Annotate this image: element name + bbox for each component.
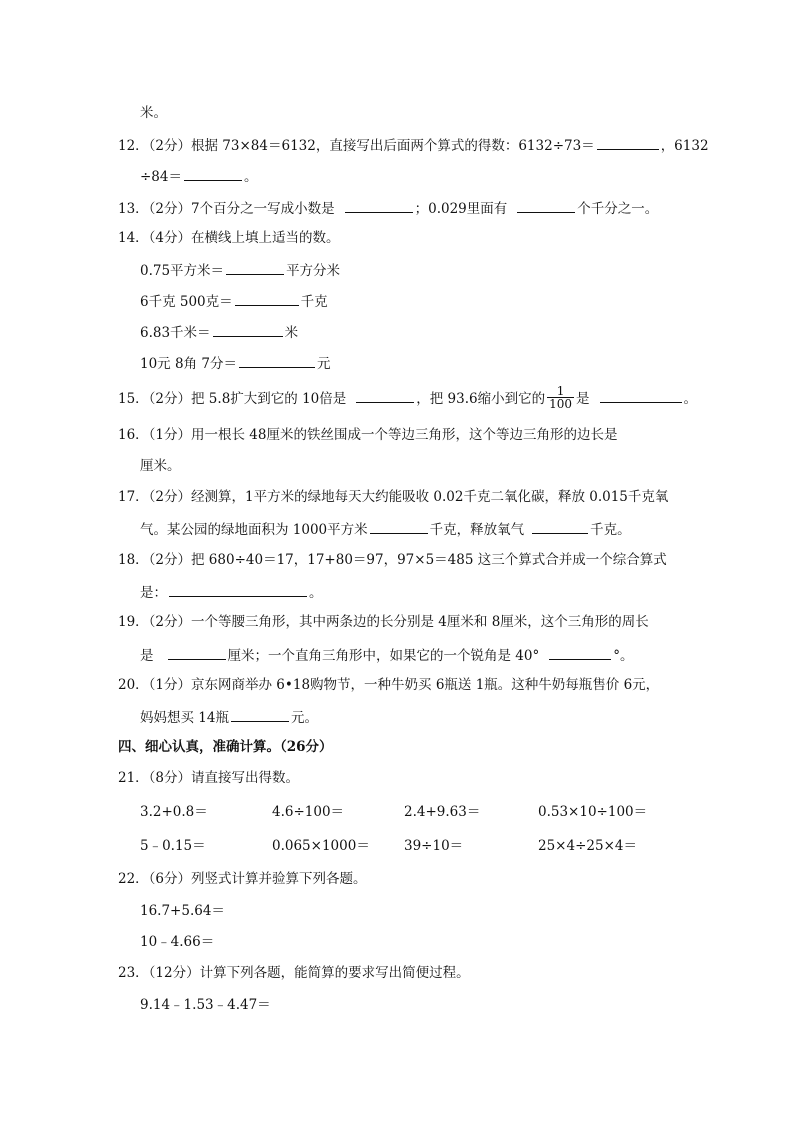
- question-23-item-1: 9.14﹣1.53﹣4.47＝: [140, 997, 271, 1013]
- answer-blank[interactable]: [239, 353, 315, 368]
- question-22: 22．（6分）列竖式计算并验算下列各题。: [118, 871, 367, 887]
- calc-item: 3.2+0.8＝: [140, 804, 208, 820]
- question-21: 21．（8分）请直接写出得数。: [118, 770, 300, 786]
- question-22-item-1: 16.7+5.64＝: [140, 903, 225, 919]
- calc-item: 4.6÷100＝: [272, 804, 345, 820]
- question-12-line-2: ÷84＝ 。: [140, 166, 258, 186]
- question-20-line-1: 20．（1分）京东网商举办 6•18购物节，一种牛奶买 6瓶送 1瓶。这种牛奶每瓶售价 6元，: [118, 677, 660, 693]
- question-13: 13．（2分）7个百分之一写成小数是 ；0.029里面有 个千分之一。: [118, 198, 658, 218]
- calc-item: 5﹣0.15＝: [140, 838, 206, 854]
- fraction-one-hundredth: $\frac{1}{100}$: [549, 384, 573, 411]
- question-17-line-2: 气。某公园的绿地面积为 1000平方米 千克，释放氧气 千克。: [140, 519, 631, 539]
- question-18-line-1: 18．（2分）把 680÷40＝17，17+80＝97，97×5＝485 这三个算式合并成一个综合算式: [118, 552, 667, 568]
- answer-blank[interactable]: [532, 519, 588, 534]
- question-18-line-2: 是： 。: [140, 582, 323, 602]
- answer-blank[interactable]: [235, 291, 299, 306]
- calc-item: 0.065×1000＝: [272, 838, 370, 854]
- answer-blank[interactable]: [370, 519, 428, 534]
- question-19-line-2: 是 厘米；一个直角三角形中，如果它的一个锐角是 40° °。: [140, 645, 633, 665]
- question-15: 15．（2分）把 5.8扩大到它的 10倍是 ，把 93.6缩小到它的 $\frac{1}{100}$ 是 。: [118, 384, 698, 411]
- calc-item: 2.4+9.63＝: [404, 804, 481, 820]
- question-23: 23．（12分）计算下列各题，能简算的要求写出简便过程。: [118, 965, 470, 981]
- answer-blank[interactable]: [600, 388, 682, 403]
- question-12-line-1: 12．（2分）根据 73×84＝6132，直接写出后面两个算式的得数：6132÷73＝ ，6132: [118, 135, 709, 155]
- answer-blank[interactable]: [231, 707, 289, 722]
- question-16-line-2: 厘米。: [140, 458, 181, 474]
- question-14-item-4: 10元 8角 7分＝ 元: [140, 353, 330, 373]
- section-4-heading: 四、细心认真，准确计算。（26分）: [118, 739, 333, 755]
- question-22-item-2: 10﹣4.66＝: [140, 934, 215, 950]
- calc-item: 0.53×10÷100＝: [538, 804, 648, 820]
- question-20-line-2: 妈妈想买 14瓶 元。: [140, 707, 318, 727]
- answer-blank[interactable]: [184, 166, 242, 181]
- question-14-item-2: 6千克 500克＝ 千克: [140, 291, 328, 311]
- answer-blank[interactable]: [597, 135, 659, 150]
- question-14-item-3: 6.83千米＝ 米: [140, 322, 298, 342]
- question-14: 14．（4分）在横线上填上适当的数。: [118, 230, 340, 246]
- question-17-line-1: 17．（2分）经测算，1平方米的绿地每天大约能吸收 0.02千克二氧化碳，释放 0.015千克氧: [118, 489, 669, 505]
- answer-blank[interactable]: [169, 582, 307, 597]
- answer-blank[interactable]: [549, 645, 611, 660]
- question-19-line-1: 19．（2分）一个等腰三角形，其中两条边的长分别是 4厘米和 8厘米，这个三角形的周长: [118, 614, 649, 630]
- answer-blank[interactable]: [213, 322, 283, 337]
- calc-item: 25×4÷25×4＝: [538, 838, 637, 854]
- answer-blank[interactable]: [356, 388, 414, 403]
- question-14-item-1: 0.75平方米＝ 平方分米: [140, 260, 340, 280]
- answer-blank[interactable]: [168, 645, 226, 660]
- answer-blank[interactable]: [226, 260, 284, 275]
- question-16-line-1: 16．（1分）用一根长 48厘米的铁丝围成一个等边三角形，这个等边三角形的边长是: [118, 427, 618, 443]
- calc-item: 39÷10＝: [404, 838, 464, 854]
- answer-blank[interactable]: [345, 198, 413, 213]
- answer-blank[interactable]: [517, 198, 575, 213]
- q11-continuation: 米。: [140, 105, 167, 121]
